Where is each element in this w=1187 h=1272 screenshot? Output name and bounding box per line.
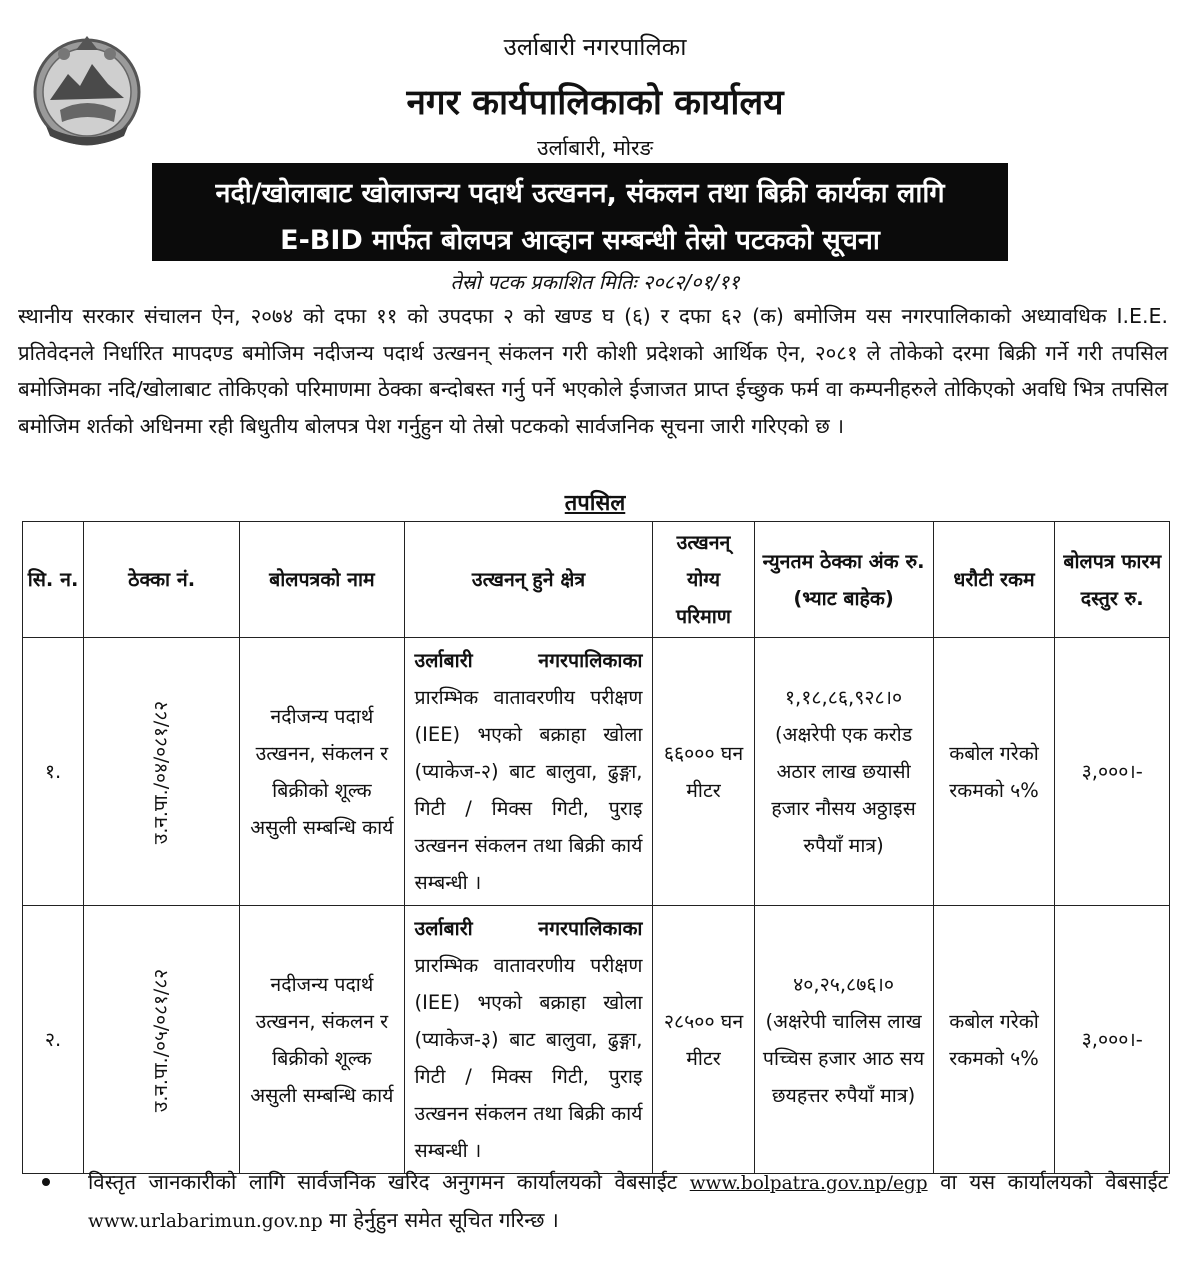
amount-figure: १,१८,८६,९२८।० [784, 686, 903, 709]
area-heading: उर्लाबारी नगरपालिकाका [414, 649, 643, 672]
header-deposit: धरौटी रकम [933, 522, 1055, 638]
bolpatra-link[interactable]: www.bolpatra.gov.np/egp [689, 1173, 928, 1194]
cell-quantity: ६६००० घन मीटर [653, 638, 754, 906]
cell-amount [754, 638, 933, 906]
area-heading: उर्लाबारी नगरपालिकाका [414, 917, 643, 940]
cell-area [404, 906, 653, 1174]
cell-contract-no [84, 906, 240, 1174]
note-text-3: मा हेर्नुहुन समेत सूचित गरिन्छ । [329, 1208, 559, 1232]
cell-sn: १. [23, 638, 84, 906]
municipality-name: उर्लाबारी नगरपालिका [503, 33, 687, 61]
cell-deposit: कबोल गरेको रकमको ५% [933, 906, 1055, 1174]
header-quantity: उत्खनन् योग्य परिमाण [653, 522, 754, 638]
cell-quantity: २८५०० घन मीटर [653, 906, 754, 1174]
cell-form-fee: ३,०००।- [1055, 906, 1170, 1174]
contract-no-text: उ.न.पा./०५/०८१/८२ [150, 968, 173, 1112]
municipality-website: www.urlabarimun.gov.np [88, 1211, 323, 1232]
table-row [23, 906, 1170, 1174]
cell-contract-no [84, 638, 240, 906]
note-text-1: विस्तृत जानकारीको लागि सार्वजनिक खरिद अनुगमन कार्यालयको वेबसाईट [88, 1170, 678, 1194]
header-sn: सि. न. [23, 522, 84, 638]
header-area: उत्खनन् हुने क्षेत्र [404, 522, 653, 638]
header-bid-name: बोलपत्रको नाम [240, 522, 404, 638]
table-row [23, 638, 1170, 906]
office-title: नगर कार्यपालिकाको कार्यालय [406, 83, 784, 123]
cell-bid-name: नदीजन्य पदार्थ उत्खनन, संकलन र बिक्रीको शूल्क असुली सम्बन्धि कार्य [240, 638, 404, 906]
cell-bid-name: नदीजन्य पदार्थ उत्खनन, संकलन र बिक्रीको शूल्क असुली सम्बन्धि कार्य [240, 906, 404, 1174]
amount-words: (अक्षरेपी चालिस लाख पच्चिस हजार आठ सय छयहत्तर रुपैयाँ मात्र) [762, 1009, 925, 1107]
office-location: उर्लाबारी, मोरङ [537, 136, 653, 160]
cell-sn: २. [23, 906, 84, 1174]
schedule-table [22, 521, 1170, 1174]
cell-form-fee: ३,०००।- [1055, 638, 1170, 906]
cell-area [404, 638, 653, 906]
header-form-fee: बोलपत्र फारम दस्तुर रु. [1055, 522, 1170, 638]
note-text-2: वा यस कार्यालयको वेबसाईट [940, 1170, 1168, 1194]
amount-words: (अक्षरेपी एक करोड अठार लाख छयासी हजार नौसय अठ्ठाइस रुपैयाँ मात्र) [771, 723, 916, 857]
banner-line-1: नदी/खोलाबाट खोलाजन्य पदार्थ उत्खनन, संकलन तथा बिक्री कार्यका लागि [215, 178, 945, 209]
area-text: प्रारम्भिक वातावरणीय परीक्षण (IEE) भएको बक्राहा खोला (प्याकेज-३) बाट बालुवा, ढुङ्गा, गिटी / मिक्स गिटी, पुराइ उत्खनन संकलन तथा बिक्री कार्य सम्बन्धी । [414, 954, 643, 1162]
banner-line-2: E-BID मार्फत बोलपत्र आव्हान सम्बन्धी तेस्रो पटकको सूचना [280, 225, 880, 256]
amount-figure: ४०,२५,८७६।० [793, 972, 895, 996]
contract-no-text: उ.न.पा./०४/०८१/८२ [150, 700, 173, 844]
notice-banner [152, 163, 1008, 261]
footer-note [18, 1164, 1168, 1240]
cell-deposit: कबोल गरेको रकमको ५% [933, 638, 1055, 906]
schedule-title: तपसिल [564, 491, 626, 516]
header-min-amount: न्युनतम ठेक्का अंक रु. (भ्याट बाहेक) [754, 522, 933, 638]
area-text: प्रारम्भिक वातावरणीय परीक्षण (IEE) भएको बक्राहा खोला (प्याकेज-२) बाट बालुवा, ढुङ्गा, गिटी / मिक्स गिटी, पुराइ उत्खनन संकलन तथा बिक्री कार्य सम्बन्धी । [414, 686, 643, 894]
cell-amount [754, 906, 933, 1174]
published-date: तेस्रो पटक प्रकाशित मितिः २०८२/०१/११ [450, 270, 740, 294]
notice-body: स्थानीय सरकार संचालन ऐन, २०७४ को दफा ११ को उपदफा २ को खण्ड घ (६) र दफा ६२ (क) बमोजिम यस नगरपालिकाको अध्यावधिक I.E.E. प्रतिवेदनले निर्धारित मापदण्ड बमोजिम नदीजन्य पदार्थ उत्खनन् संकलन गरी कोशी प्रदेशको आर्थिक ऐन, २०८१ ले तोकेको दरमा बिक्री गर्ने गरी तपसिल बमोजिमका नदि/खोलाबाट तोकिएको परिमाणमा ठेक्का बन्दोबस्त गर्नु पर्ने भएकोले ईजाजत प्राप्त ईच्छुक फर्म वा कम्पनीहरुले तोकिएको अवधि भित्र तपसिल बमोजिम शर्तको अधिनमा रही बिधुतीय बोलपत्र पेश गर्नुहुन यो तेस्रो पटकको सार्वजनिक सूचना जारी गरिएको छ । [18, 304, 1168, 438]
table-header-row [23, 522, 1170, 638]
nepal-government-emblem-icon [28, 30, 146, 148]
header-contract-no: ठेक्का नं. [84, 522, 240, 638]
